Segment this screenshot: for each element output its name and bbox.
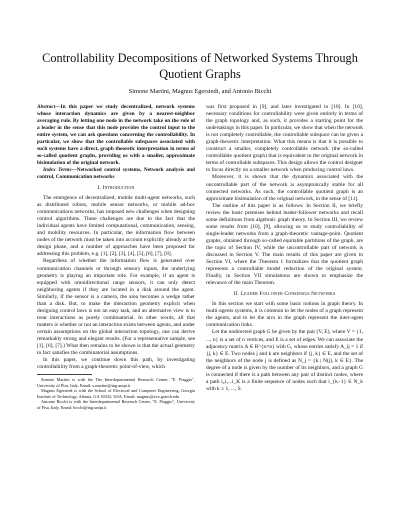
right-paragraph-1: was first proposed in [9], and later investigated in [10]. In [10], necessary conditions for controllability were given entirely in terms of the graph topology and, as such, it provides a starting point for the undertakings in this paper. In particular, we show that when the network is not completely controllable, the controllable subspace can be given a graph-theoretic interpretation. What this means is that it is possible to construct a smaller, completely controllable network (the so-called controllable quotient graph) that is equivalent to the original network in terms of controllable subspaces. This design allows the control designer to focus directly on a smaller network when producing control laws.: [206, 104, 363, 174]
intro-paragraph-2: Regardless of whether the information flow is generated over communication channels or through sensory inputs, the underlying geometry is playing an important role. For example, if an agent is equipped with omnidirectional range sensors, it can only detect neighboring agents if they are located in a disk around the agent. Similarly, if the sensor is a camera, the area becomes a wedge rather than a disk. But, to make the interaction geometry explicit when designing control laws is not an easy task, and an alternative view is to treat interactions as purely combinatorial. In other words, all that matters is whether or not an interaction exists between agents, and under certain assumptions on the global interaction topology, one can derive remarkably strong and elegant results. (For a representative sample, see [1], [6], [7].) What then remains to be shown is that the actual geometry in fact satisfies the combinatorial assumptions.: [37, 258, 195, 357]
footnote-martini: Simone Martini is with the The Interdepartmental Research Center, "E. Piaggio", University of Pisa, Italy. Email: s.martini@ing.unipi.it: [37, 377, 195, 388]
right-column: [206, 104, 363, 393]
intro-paragraph-1: The emergence of decentralized, mobile multi-agent networks, such as distributed robots, mobile sensor networks, or mobile ad-hoc communications networks, has imposed new challenges when designing control algorithms. These challenges are due to the fact that the individual agents have limited computational, communication, sensing, and mobility resources. In particular, the information flow between nodes of the network must be taken into account explicitly already at the design phase, and a number of approaches have been proposed for addressing this problem, e.g. [1], [2], [3], [4], [5], [6], [7], [8].: [37, 195, 195, 258]
left-column: [37, 104, 195, 410]
paper-title: Controllability Decompositions of Networked Systems Through Quotient Graphs: [42, 51, 358, 81]
right-paragraph-3: The outline of this paper is as follows: In Section II, we briefly review the basic premises behind leader-follower networks and recall some definitions from algebraic graph theory. In Section III, we review some results from [10], [9], allowing us to study controllability of single-leader networks from a graph-theoretic vantage-point. Quotient graphs, obtained through so-called equitable partitions of the graph, are the topic of Section IV, while the uncontrollable part of network is discussed in Section V. The main results of this paper are given in Section VI, where the Theorem 1 formalizes that the quotient graph represents a controllable model reduction of the original system. Finally, in Section VII simulations are shown to emphasize the relevance of the main Theorem.: [206, 202, 363, 287]
right-paragraph-4: In this section we start with some basic notions in graph theory. In multi-agents systems, it is common to let the nodes of a graph represent the agents, and to let the arcs in the graph represent the inter-agent communication links.: [206, 301, 363, 329]
footnotes: [37, 377, 195, 410]
section-1-heading: I. Introduction: [97, 185, 135, 191]
abstract-text: In this paper we study decentralized, network systems whose interaction dynamics are given by a nearest-neighbor averaging rule. By letting one node in the network take on the role of a leader in the sense that this node provides the control input to the entire system, we can ask questions concerning the controllability. In particular, we show that the controllable subspaces associated with such systems have a direct, graph theoretic interpretation in terms of so-called quotient graphs, providing us with a smaller, approximate bisimulation of the original network.: [37, 104, 195, 166]
index-terms-lead: Index Terms: [43, 167, 72, 173]
abstract: Abstract—In this paper we study decentralized, network systems whose interaction dynamics are given by a nearest-neighbor averaging rule. By letting one node in the network take on the role of a leader in the sense that this node provides the control input to the entire system, we can ask questions concerning the controllability. In particular, we show that the controllable subspaces associated with such systems have a direct, graph theoretic interpretation in terms of so-called quotient graphs, providing us with a smaller, approximate bisimulation of the original network.: [37, 104, 195, 166]
paper-authors: Simone Martini, Magnus Egerstedt, and Antonio Bicchi: [128, 88, 272, 95]
footnote-egerstedt: Magnus Egerstedt is with the School of Electrical and Computer Engineering, Georgia Institute of Technology, Atlanta, GA 30332, USA. Email: magnus@ece.gatech.edu: [37, 388, 195, 399]
footnote-rule: [37, 374, 92, 375]
section-2-heading: II. Leader Follower Consensus Networks: [233, 291, 336, 298]
index-terms-text: Networked control systems, Network analysis and control, Communication networks: [37, 167, 195, 180]
abstract-lead: Abstract: [37, 104, 56, 110]
right-paragraph-2: Moreover, it is shown that the dynamics associated with the uncontrollable part of the network is asymptotically stable for all connected networks. As such, the controllable quotient graph is an approximate bisimulation of the original network, in the sense of [11].: [206, 174, 363, 202]
footnote-bicchi: Antonio Bicchi is with the Interdepartmental Research Center, "E. Piaggio", University of Pisa, Italy. Email: bicchi@ing.unipi.it: [37, 399, 195, 410]
index-terms: Index Terms—Networked control systems, Network analysis and control, Communication networks: [37, 167, 195, 180]
right-paragraph-5: Let the undirected graph G be given by the pair (V, E), where V = {1, ..., n} is a set of n vertices, and E is a set of edges. We can associate the adjacency matrix A ∈ R^{n×n} with G, whose entries satisfy A_ij = 1 if {j, k} ∈ E. Two nodes j and k are neighbors if {j, k} ∈ E, and the set of the neighbors of the node j is defined as N_j = {k | N(j), k ∈ E}. The degree of a node is given by the number of its neighbors, and a graph G is connected if there is a path between any pair of distinct nodes, where a path i₀i₁...i_K is a finite sequence of nodes such that i_{k−1} ∈ N_k with k ≥ 1, ..., S.: [206, 329, 363, 392]
intro-paragraph-3: In this paper, we continue down this path, by investigating controllability from a graph-theoretic point-of-view, which: [37, 357, 195, 371]
